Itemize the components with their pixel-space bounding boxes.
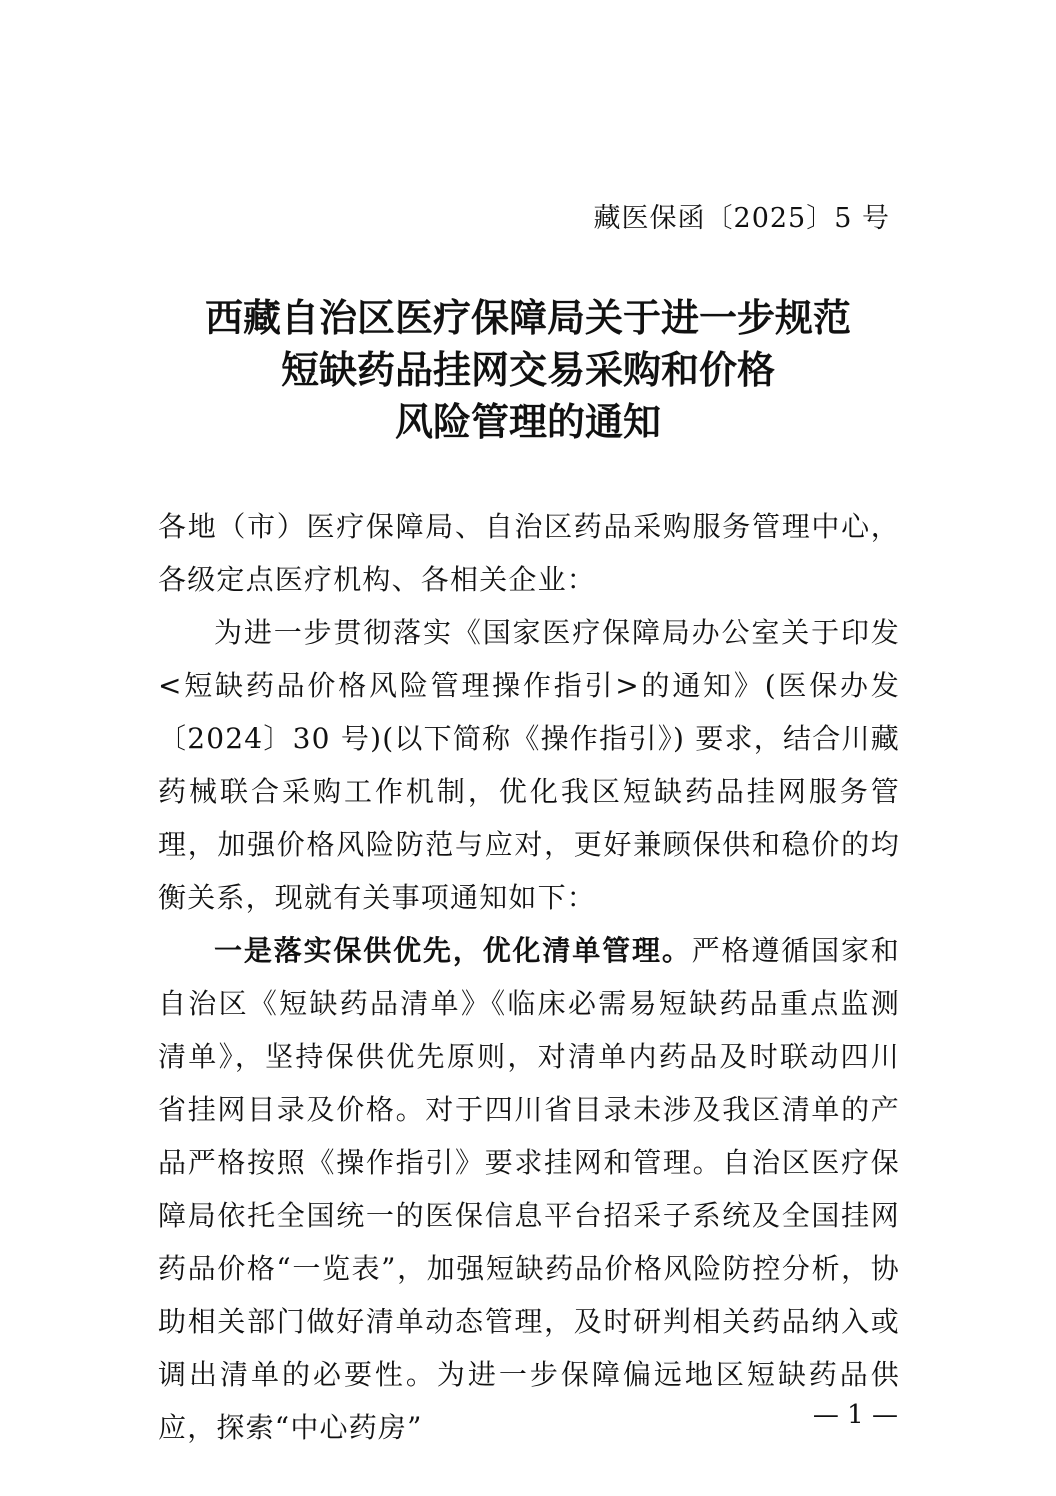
title-line-1: 西藏自治区医疗保障局关于进一步规范 bbox=[204, 295, 851, 340]
paragraph-1: 为进一步贯彻落实《国家医疗保障局办公室关于印发<短缺药品价格风险管理操作指引>的通知》(医保办发〔2024〕30 号)(以下简称《操作指引》) 要求，结合川藏药械联合采购工作机制，优化我区短缺药品挂网服务管理，加强价格风险防范与应对，更好兼顾保供和稳价的均衡关系，现就有关事项通知如下： bbox=[158, 616, 900, 914]
paragraph-2 bbox=[158, 924, 900, 1454]
title-line-3: 风险管理的通知 bbox=[394, 399, 661, 444]
paragraph-2-text: 严格遵循国家和自治区《短缺药品清单》《临床必需易短缺药品重点监测清单》，坚持保供优先原则，对清单内药品及时联动四川省挂网目录及价格。对于四川省目录未涉及我区清单的产品严格按照《操作指引》要求挂网和管理。自治区医疗保障局依托全国统一的医保信息平台招采子系统及全国挂网药品价格“一览表”，加强短缺药品价格风险防控分析，协助相关部门做好清单动态管理，及时研判相关药品纳入或调出清单的必要性。为进一步保障偏远地区短缺药品供应，探索“中心药房” bbox=[158, 934, 900, 1444]
page-number: — 1 — bbox=[812, 1400, 898, 1430]
document-body bbox=[158, 500, 900, 1454]
title-line-2: 短缺药品挂网交易采购和价格 bbox=[280, 347, 775, 392]
paragraph-2-heading: 一是落实保供优先，优化清单管理。 bbox=[214, 934, 692, 967]
document-number: 藏医保函〔2025〕5 号 bbox=[593, 203, 890, 234]
document-title bbox=[0, 292, 1056, 448]
salutation: 各地（市）医疗保障局、自治区药品采购服务管理中心，各级定点医疗机构、各相关企业： bbox=[158, 510, 900, 596]
